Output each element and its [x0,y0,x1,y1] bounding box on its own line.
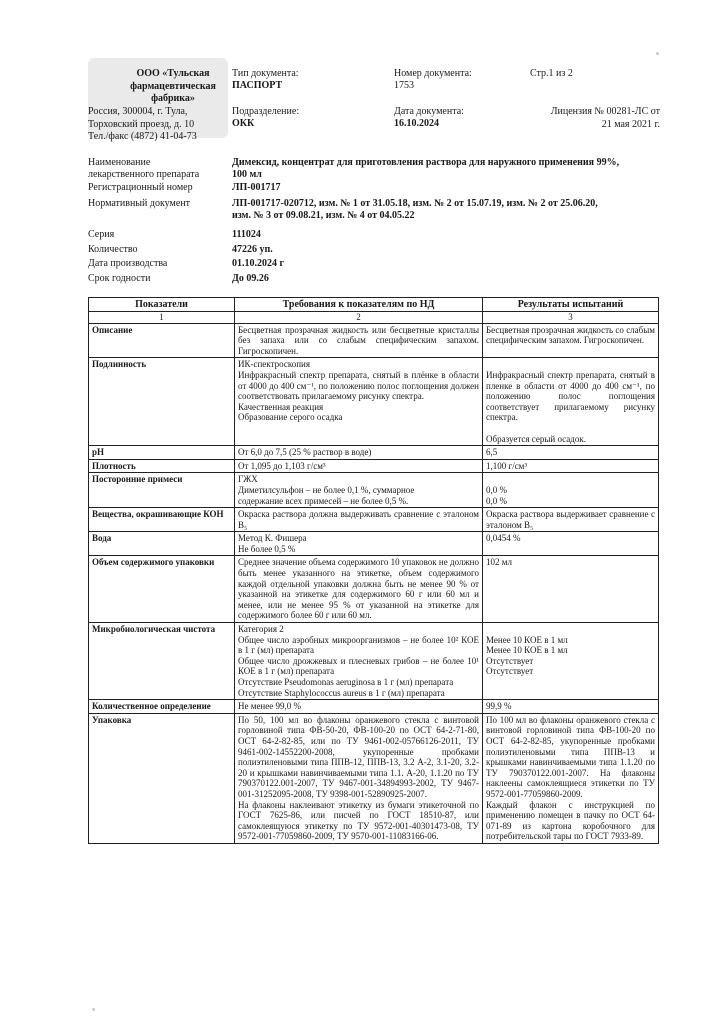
requirement-line: Категория 2 [238,624,284,635]
requirement-cell [235,459,483,473]
requirement-line: Образование серого осадка [238,412,343,423]
table-row [89,358,659,446]
company-address-line: Торховский проезд, д. 10 [88,118,195,130]
result-line: 102 мл [486,557,512,568]
table-row [89,623,659,700]
requirement-line: По 50, 100 мл во флаконы оранжевого стекла с винтовой горловиной типа ФВ-50-20, ФВ-100-20 по ОСТ 64-2-71-80, ОСТ 64-2-82-85, или по ТУ 9461-002-05766126-2011, ТУ 9461-002-14552200-2008, укупоренные пробками полиэтиленовыми типа ППВ-12, ППВ-13, 3.2 А-2, 3.1-20, 3.2-20 и крышками навинчиваемыми типа 1.1. А-20, 1.1.20 по ТУ 790370122.001-2007, ТУ 9467-001-34894993-2002, ТУ 9467-001-31252095-2008, ТУ 9398-001-52890925-2007. [238,714,479,799]
result-cell [483,446,659,460]
indicator-name: Плотность [89,459,235,473]
prod-value: 01.10.2024 г [232,258,285,269]
result-cell [483,473,659,508]
indicator-name: Описание [89,323,235,358]
result-line [486,359,655,370]
norm-label: Нормативный документ [88,198,191,209]
result-line: 0,0 % [486,495,507,506]
requirement-line: содержание всех примесей – не более 0,5 %. [238,495,409,506]
doc-type-label: Тип документа: [232,68,299,79]
name-value-line: Димексид, концентрат для приготовления раствора для наружного применения 99%, [232,157,620,168]
doc-date-label: Дата документа: [394,106,464,117]
table-row [89,459,659,473]
table-row [89,556,659,623]
requirement-line: Общее число дрожжевых и плесневых грибов – не более 10¹ КОЕ в 1 г (мл) препарата [238,655,479,677]
column-header: Показатели [89,298,235,312]
norm-value-line: изм. № 3 от 09.08.21, изм. № 4 от 04.05.22 [232,210,415,221]
table-number-row [89,312,659,324]
result-line: Отсутствует [486,666,534,677]
requirement-cell [235,446,483,460]
requirement-line: Диметилсульфон – не более 0,1 %, суммарное [238,484,415,495]
result-line [486,474,655,485]
table-row [89,473,659,508]
result-cell [483,323,659,358]
series-label: Серия [88,229,115,240]
reg-value: ЛП-001717 [232,182,281,193]
license-line: 21 мая 2021 г. [601,118,660,130]
result-line: Отсутствует [486,655,534,666]
table-row [89,446,659,460]
requirement-cell [235,323,483,358]
result-cell [483,358,659,446]
company-address-line: Россия, 300004, г. Тула, [88,106,188,117]
requirement-line: Общее число аэробных микроорганизмов – не более 10² КОЕ в 1 г (мл) препарата [238,634,479,656]
indicator-name: Подлинность [89,358,235,446]
requirement-line: Бесцветная прозрачная жидкость или бесцветные кристаллы без запаха или со слабым специфическим запахом. Гигроскопичен. [238,324,479,356]
table-row [89,532,659,556]
result-cell [483,556,659,623]
result-line: 99,9 % [486,701,512,712]
requirement-cell [235,508,483,532]
company-name-line: фармацевтическая [130,80,216,92]
page-number: Стр.1 из 2 [530,68,573,79]
table-row [89,323,659,358]
division-label: Подразделение: [232,106,300,117]
table-row [89,713,659,843]
table-header-row [89,298,659,312]
company-name-line: ООО «Тульская [136,68,210,79]
result-line: Каждый флакон с инструкцией по применению помещен в пачку по ОСТ 64-071-89 из картона коробочного для потребительской тары по ГОСТ 7933-89. [486,799,655,842]
company-name-line: фабрика» [151,93,195,104]
requirement-cell [235,700,483,714]
requirement-cell [235,532,483,556]
name-label [88,157,199,181]
result-line: 0,0454 % [486,533,521,544]
table-body [89,323,659,843]
indicator-name: Посторонние примеси [89,473,235,508]
company-name-block [108,68,238,106]
series-value: 111024 [232,229,261,240]
column-number: 1 [89,312,235,324]
table-row [89,508,659,532]
qty-label: Количество [88,244,138,255]
result-line: Инфракрасный спектр препарата, снятый в пленке в области от 4000 до 400 см⁻¹, по положению полос поглощения соответствует прилагаемому рисунку спектра. [486,369,655,423]
result-cell [483,623,659,700]
license-block [530,106,660,131]
requirement-line: От 1,095 до 1,103 г/см³ [238,460,326,471]
doc-number-label: Номер документа: [394,68,472,79]
requirement-line: Среднее значение объема содержимого 10 упаковок не должно быть менее указанного на этикетке, объем содержимого каждой отдельной упаковки должна быть не менее 90 % от указанной на этикетке для содержимого 60 г или 60 мл и менее, или не менее 95 % от указанной на этикетке для содержимого более 60 г или 60 мл. [238,557,479,621]
name-label-line: лекарственного препарата [88,169,200,180]
result-line: По 100 мл во флаконы оранжевого стекла с винтовой горловиной типа ФВ-100-20 по ОСТ 64-2-82-85, укупоренные пробками полиэтиленовыми типа ППВ-13 и крышками навинчиваемыми типа 1.1.20 по ТУ 790370122.001-2007. На флаконы наклеены самоклеящиеся этикетки по ТУ 9572-001-77059860-2009. [486,714,655,799]
requirement-line: Окраска раствора должна выдерживать сравнение с эталоном B₅ [238,509,479,530]
column-number: 3 [483,312,659,324]
result-line: Менее 10 КОЕ в 1 мл [486,645,568,656]
requirement-cell [235,623,483,700]
column-number: 2 [235,312,483,324]
result-line: Окраска раствора выдерживает сравнение с эталоном B₅ [486,509,655,530]
name-value [232,157,662,181]
result-line [486,423,655,434]
scan-dot [656,52,659,55]
result-cell [483,508,659,532]
requirement-line: ГЖХ [238,474,258,485]
result-line: Бесцветная прозрачная жидкость со слабым специфическим запахом. Гигроскопичен. [486,324,655,346]
requirement-line: ИК-спектроскопия [238,359,311,370]
indicator-name: Вода [89,532,235,556]
name-value-line: 100 мл [232,169,262,180]
requirement-line: Отсутствие Staphylococcus aureus в 1 г (мл) препарата [238,687,445,698]
column-header: Результаты испытаний [483,298,659,312]
name-label-line: Наименование [88,157,151,168]
requirement-line: Не менее 99,0 % [238,701,301,712]
result-line: 6,5 [486,447,498,458]
requirement-line: Отсутствие Pseudomonas aeruginosa в 1 г (мл) препарата [238,677,454,687]
company-address-block [88,106,238,144]
requirement-line: Инфракрасный спектр препарата, снятый в плёнке в области от 4000 до 400 см⁻¹, по положению полос поглощения должен соответствовать прилагаемому рисунку спектра. [238,369,479,402]
requirement-cell [235,473,483,508]
exp-value: До 09.26 [232,273,269,284]
requirement-line: Метод К. Фишера [238,533,307,544]
requirement-cell [235,713,483,843]
requirement-cell [235,358,483,446]
result-cell [483,700,659,714]
norm-value-line: ЛП-001717-020712, изм. № 1 от 31.05.18, изм. № 2 от 15.07.19, изм. № 2 от 25.06.20, [232,198,598,209]
table-row [89,700,659,714]
requirement-line: На флаконы наклеивают этикетку из бумаги этикеточной по ГОСТ 7625-86, или писчей по ГОСТ 18510-87, или самоклеящуюся этикетку по ТУ 9572-001-40301473-08, ТУ 9572-001-77059860-2009, ТУ 9570-001-11083166-06. [238,799,479,842]
requirement-line: От 6,0 до 7,5 (25 % раствор в воде) [238,447,372,458]
indicator-name: Вещества, окрашивающие КОН [89,508,235,532]
doc-type-value: ПАСПОРТ [232,80,283,91]
license-line: Лицензия № 00281-ЛС от [550,106,660,117]
result-line: Образуется серый осадок. [486,433,586,444]
indicator-name: pH [89,446,235,460]
result-line: 0,0 % [486,484,507,495]
indicator-name: Количественное определение [89,700,235,714]
doc-number-value: 1753 [394,80,414,91]
results-table [88,297,659,844]
indicator-name: Микробиологическая чистота [89,623,235,700]
exp-label: Срок годности [88,273,151,284]
reg-label: Регистрационный номер [88,182,193,193]
result-line [486,624,655,635]
requirement-line: Не более 0,5 % [238,543,296,554]
prod-label: Дата производства [88,258,168,269]
result-cell [483,532,659,556]
division-value: ОКК [232,118,255,129]
result-cell [483,713,659,843]
requirement-line: Качественная реакция [238,401,324,412]
company-address-line: Тел./факс (4872) 41-04-73 [88,131,197,142]
indicator-name: Упаковка [89,713,235,843]
requirement-cell [235,556,483,623]
column-header: Требования к показателям по НД [235,298,483,312]
result-line: 1,100 г/см³ [486,460,528,471]
result-line: Менее 10 КОЕ в 1 мл [486,634,568,645]
doc-date-value: 16.10.2024 [394,118,439,129]
norm-value [232,198,662,222]
qty-value: 47226 уп. [232,244,273,255]
indicator-name: Объем содержимого упаковки [89,556,235,623]
scan-dot [92,1008,95,1011]
result-cell [483,459,659,473]
